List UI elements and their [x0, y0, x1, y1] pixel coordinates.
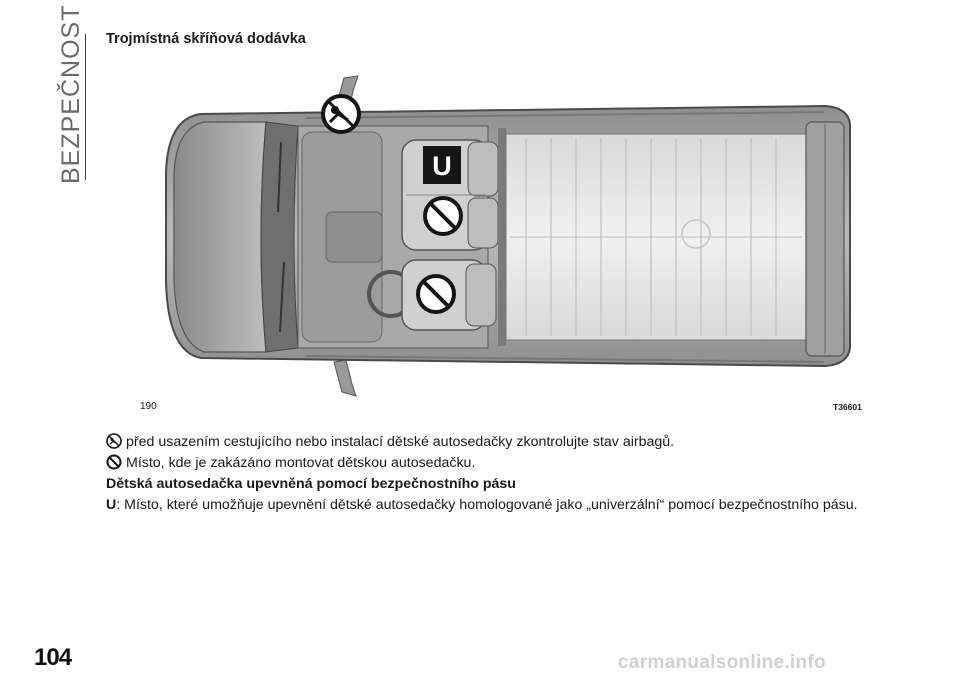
universal-seat-marker	[423, 146, 461, 184]
legend-airbag-line	[106, 432, 906, 452]
figure-code: T36601	[833, 402, 862, 412]
section-tab-label: BEZPEČNOST	[57, 4, 85, 184]
page-heading: Trojmístná skříňová dodávka	[106, 31, 306, 47]
page-number: 104	[34, 644, 72, 671]
no-child-seat-icon	[106, 454, 122, 470]
forbidden-seat-marker-middle	[425, 198, 461, 234]
van-illustration	[106, 62, 866, 420]
legend-forbidden-line	[106, 453, 906, 473]
legend-universal-text: : Místo, které umožňuje upevnění dětské autosedačky homologované jako „univerzální“ pomocí bezpečnostního pásu.	[116, 497, 858, 513]
universal-seat-marker-label: U	[432, 151, 452, 181]
mirror-bottom	[334, 360, 356, 396]
figure-number: 190	[140, 401, 157, 412]
van-seating-figure	[106, 62, 866, 420]
bulkhead	[498, 128, 506, 346]
legend-subheading: Dětská autosedačka upevněná pomocí bezpečnostního pásu	[106, 476, 516, 492]
section-tab	[56, 4, 86, 184]
section-tab-rule	[85, 34, 86, 180]
center-console	[326, 212, 382, 262]
legend-airbag-text: před usazením cestujícího nebo instalací dětské autosedačky zkontrolujte stav airbagů.	[126, 434, 675, 450]
airbag-warning-marker	[323, 96, 359, 132]
forbidden-seat-marker-driver	[418, 276, 454, 312]
legend-universal-key: U	[106, 497, 117, 513]
watermark: carmanualsonline.info	[618, 652, 826, 673]
legend-universal-line	[106, 495, 906, 515]
airbag-warning-icon	[106, 433, 122, 449]
legend-forbidden-text: Místo, kde je zakázáno montovat dětskou autosedačku.	[126, 455, 476, 471]
van-hood	[174, 122, 266, 352]
